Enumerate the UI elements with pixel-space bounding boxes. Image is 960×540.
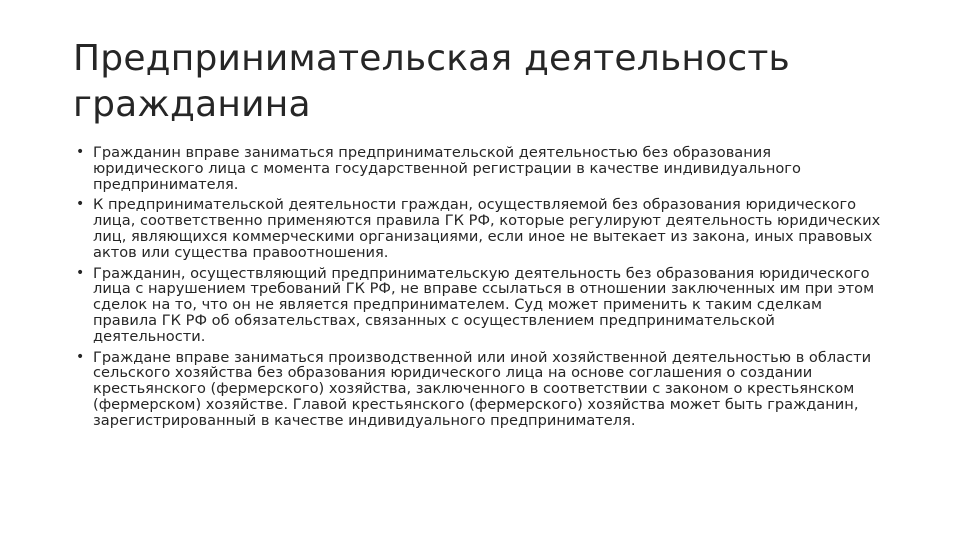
bullet-text: Граждане вправе заниматься производственной или иной хозяйственной деятельностью в области сельского хозяйства без образования юридического лица на основе соглашения о создании крестьянского (фермерского) хозяйства, заключенного в соответствии с законом о крестьянском (фермерском) хозяйстве. Главой крестьянского (фермерского) хозяйства может быть гражданин, зарегистрированный в качестве индивидуального предпринимателя.	[93, 348, 872, 429]
bullet-item	[73, 266, 883, 345]
bullet-icon: •	[76, 144, 85, 160]
bullet-text: К предпринимательской деятельности граждан, осуществляемой без образования юридического лица, соответственно применяются правила ГК РФ, которые регулируют деятельность юридических лиц, являющихся коммерческими организациями, если иное не вытекает из закона, иных правовых актов или существа правоотношения.	[93, 196, 881, 261]
bullet-item	[73, 145, 883, 192]
bullet-text: Гражданин, осуществляющий предпринимательскую деятельность без образования юридического лица с нарушением требований ГК РФ, не вправе ссылаться в отношении заключенных им при этом сделок на то, что он не является предпринимателем. Суд может применить к таким сделкам правила ГК РФ об обязательствах, связанных с осуществлением предпринимательской деятельности.	[93, 264, 875, 345]
bullet-icon: •	[76, 196, 85, 213]
bullet-item	[73, 197, 883, 260]
bullet-icon: •	[76, 348, 85, 365]
bullet-item	[73, 350, 883, 429]
bullet-icon: •	[76, 264, 85, 281]
slide-title: Предпринимательская деятельность гражданина	[73, 38, 790, 125]
bullet-text: Гражданин вправе заниматься предпринимательской деятельностью без образования юридического лица с момента государственной регистрации в качестве индивидуального предпринимателя.	[93, 144, 801, 193]
bullet-list	[73, 145, 883, 434]
